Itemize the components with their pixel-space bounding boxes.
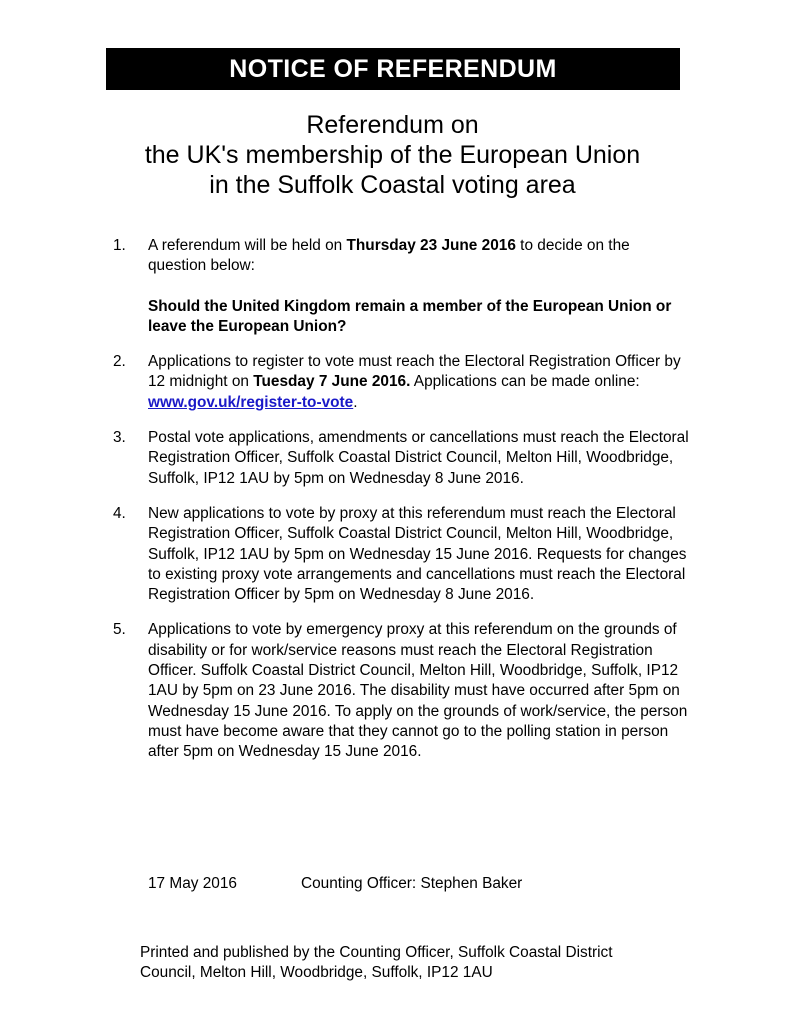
clause-body	[148, 352, 690, 413]
clause-paragraph	[148, 352, 690, 413]
clause-spacer	[148, 277, 690, 297]
clause-paragraph: Applications to vote by emergency proxy at this referendum on the grounds of disability or for work/service reasons must reach the Electoral Registration Officer. Suffolk Coastal District Council, Melton Hill, Woodbridge, Suffolk, IP12 1AU by 5pm on 23 June 2016. The disability must have occurred after 5pm on Wednesday 15 June 2016. To apply on the grounds of work/service, the person must have become aware that they cannot go to the polling station in person after 5pm on Wednesday 15 June 2016.	[148, 621, 688, 761]
clause-number: 1.	[113, 237, 126, 254]
register-to-vote-link[interactable]: www.gov.uk/register-to-vote	[148, 393, 354, 411]
imprint-line-1: Printed and published by the Counting Officer, Suffolk Coastal District	[140, 944, 613, 961]
document-title-line-3: in the Suffolk Coastal voting area	[209, 171, 576, 199]
clause-body	[148, 236, 690, 337]
imprint-line-2: Council, Melton Hill, Woodbridge, Suffolk, IP12 1AU	[140, 964, 493, 982]
document-title	[60, 110, 725, 200]
clause-paragraph: New applications to vote by proxy at this referendum must reach the Electoral Registration Officer, Suffolk Coastal District Council, Melton Hill, Woodbridge, Suffolk, IP12 1AU by 5pm on Wednesday 15 June 2016. Requests for changes to existing proxy vote arrangements and cancellations must reach the Electoral Registration Officer by 5pm on Wednesday 8 June 2016.	[148, 504, 687, 604]
clause-text-mid: Applications can be made online:	[410, 373, 640, 391]
document-title-line-1: Referendum on	[306, 111, 479, 139]
clause-body	[148, 504, 690, 605]
clause-text-lead: A referendum will be held on	[148, 237, 347, 254]
clause-number: 3.	[113, 429, 126, 447]
clause-text-lead: Applications to register to vote must reach the Electoral Registration Officer by 12 midnight on	[148, 353, 681, 391]
clause-item	[110, 620, 690, 762]
clause-emphasis-date: Thursday 23 June 2016	[346, 237, 516, 254]
clause-body	[148, 428, 690, 489]
clause-paragraph: Postal vote applications, amendments or cancellations must reach the Electoral Registration Officer, Suffolk Coastal District Council, Melton Hill, Woodbridge, Suffolk, IP12 1AU by 5pm on Wednesday 8 June 2016.	[148, 429, 689, 487]
clause-number: 5.	[113, 621, 126, 639]
imprint-footer	[140, 943, 700, 984]
clause-emphasis-date: Tuesday 7 June 2016.	[253, 373, 411, 391]
notice-banner-title: NOTICE OF REFERENDUM	[229, 54, 557, 83]
referendum-question: Should the United Kingdom remain a member of the European Union or leave the European Union?	[148, 297, 672, 335]
clause-number: 2.	[113, 353, 126, 371]
clause-paragraph	[148, 236, 690, 277]
clause-item	[110, 428, 690, 489]
clause-item	[110, 352, 690, 413]
counting-officer: Counting Officer: Stephen Baker	[301, 875, 523, 892]
clause-list	[110, 236, 690, 778]
clause-item	[110, 236, 690, 337]
notice-banner	[106, 48, 680, 90]
clause-text-tail: to decide on the question below:	[148, 237, 630, 275]
document-title-line-2: the UK's membership of the European Union	[144, 141, 641, 169]
notice-date: 17 May 2016	[148, 875, 237, 892]
clause-body	[148, 620, 690, 762]
signature-row	[148, 874, 688, 894]
clause-text-tail: .	[353, 393, 358, 411]
clause-number: 4.	[113, 504, 126, 522]
clause-item	[110, 504, 690, 605]
